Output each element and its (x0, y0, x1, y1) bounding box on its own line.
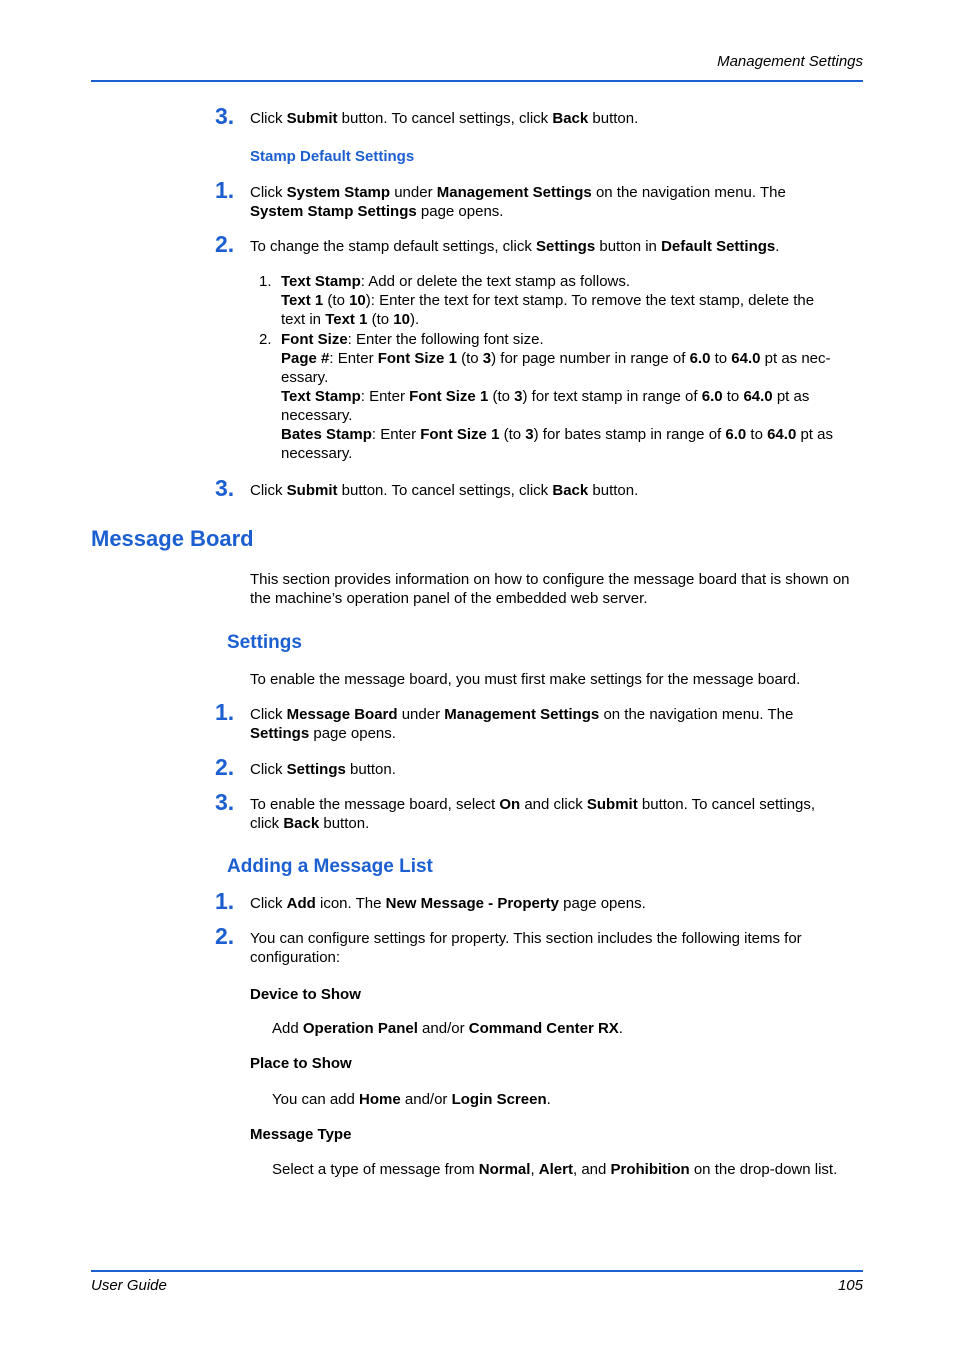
header-rule (91, 80, 863, 82)
list-item (259, 272, 865, 329)
list-text: Font Size: Enter the following font size. Page #: Enter Font Size 1 (to 3) for page number in range of 6.0 to 64.0 pt as nec- essary. Text Stamp: Enter Font Size 1 (to 3) for text stamp in range of 6.0 to 64.0 pt as necessary. Bates Stamp: Enter Font Size 1 (to 3) for bates stamp in range of 6.0 to 64.0 pt as necessary. (281, 331, 833, 462)
step-text: Click Settings button. (250, 761, 396, 778)
list-item (259, 330, 865, 463)
stamp-default-heading: Stamp Default Settings (250, 148, 415, 165)
footer-rule (91, 1270, 863, 1272)
step-number: 2. (215, 231, 235, 257)
list-number: 1. (259, 273, 272, 290)
step-text: To change the stamp default settings, click Settings button in Default Settings. (250, 238, 780, 255)
device-heading: Device to Show (250, 986, 361, 1003)
step-text: Click Message Board under Management Settings on the navigation menu. The Settings page opens. (250, 706, 794, 742)
message-board-intro: This section provides information on how to configure the message board that is shown on the machine’s operation panel of the embedded web server. (250, 571, 850, 607)
page-number: 105 (837, 1277, 863, 1294)
step-number: 3. (215, 789, 235, 815)
type-heading: Message Type (250, 1126, 352, 1143)
step-number: 1. (215, 177, 235, 203)
step-text: You can configure settings for property. This section includes the following items for configuration: (250, 930, 802, 966)
step-text: Click System Stamp under Management Settings on the navigation menu. The System Stamp Settings page opens. (250, 184, 786, 220)
settings-intro: To enable the message board, you must first make settings for the message board. (250, 671, 801, 688)
footer-title: User Guide (91, 1277, 167, 1294)
step-number: 2. (215, 754, 235, 780)
place-text: You can add Home and/or Login Screen. (272, 1091, 551, 1108)
step-text: To enable the message board, select On and click Submit button. To cancel settings, click Back button. (250, 796, 816, 832)
step-text: Click Submit button. To cancel settings, click Back button. (250, 110, 639, 127)
step-text: Click Submit button. To cancel settings, click Back button. (250, 482, 639, 499)
step-text: Click Add icon. The New Message - Property page opens. (250, 895, 646, 912)
step-number: 3. (215, 475, 235, 501)
step-number: 1. (215, 699, 235, 725)
list-number: 2. (259, 331, 272, 348)
place-heading: Place to Show (250, 1055, 352, 1072)
running-header: Management Settings (717, 53, 863, 70)
settings-heading: Settings (227, 632, 302, 653)
message-board-heading: Message Board (91, 526, 254, 551)
device-text: Add Operation Panel and/or Command Center RX. (272, 1020, 623, 1037)
list-text: Text Stamp: Add or delete the text stamp as follows. Text 1 (to 10): Enter the text for text stamp. To remove the text stamp, delete the text in Text 1 (to 10). (281, 273, 815, 328)
step-number: 1. (215, 888, 235, 914)
type-text: Select a type of message from Normal, Alert, and Prohibition on the drop-down list. (272, 1161, 838, 1178)
adding-heading: Adding a Message List (227, 856, 433, 877)
step-number: 3. (215, 103, 235, 129)
step-number: 2. (215, 923, 235, 949)
